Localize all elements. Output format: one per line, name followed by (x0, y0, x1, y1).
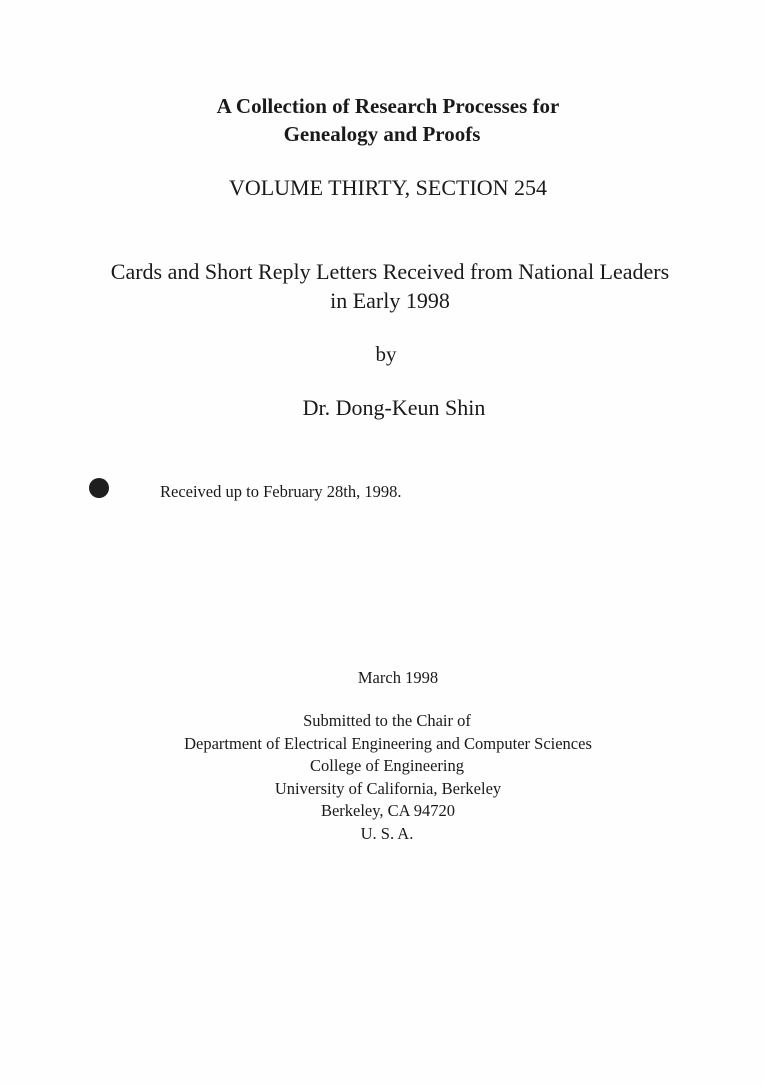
document-subject (0, 257, 764, 315)
address-line: Submitted to the Chair of (303, 711, 471, 730)
subject-line-1: Cards and Short Reply Letters Received from National Leaders (110, 259, 670, 284)
author-name: Dr. Dong-Keun Shin (302, 395, 486, 420)
title-line-2: Genealogy and Proofs (283, 122, 481, 146)
subject-line-2: in Early 1998 (330, 288, 450, 313)
submission-address (0, 710, 764, 846)
address-line: College of Engineering (310, 756, 464, 776)
title-line-1: A Collection of Research Processes for (216, 94, 560, 118)
document-title (0, 92, 764, 148)
address-line: University of California, Berkeley (274, 778, 502, 798)
received-note: Received up to February 28th, 1998. (160, 482, 402, 501)
address-line: U. S. A. (360, 823, 414, 843)
address-line: Berkeley, CA 94720 (320, 801, 456, 821)
bullet-icon (89, 478, 109, 498)
byline-by: by (375, 342, 397, 366)
document-date: March 1998 (357, 668, 439, 687)
volume-section-heading: VOLUME THIRTY, SECTION 254 (228, 175, 548, 200)
address-line: Department of Electrical Engineering and Computer Sciences (184, 733, 592, 753)
